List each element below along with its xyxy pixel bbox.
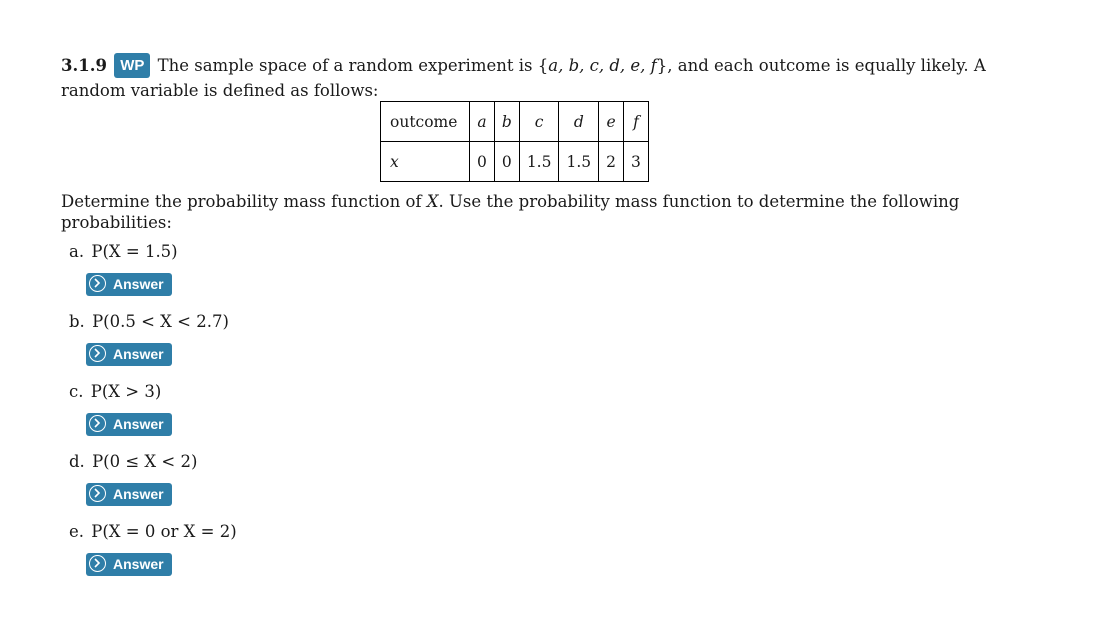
answer-button-b[interactable] bbox=[86, 343, 172, 366]
part-expression: P(0 ≤ X < 2) bbox=[92, 452, 198, 471]
chevron-right-icon bbox=[89, 345, 106, 362]
answer-label: Answer bbox=[113, 486, 164, 502]
chevron-right-icon bbox=[89, 275, 106, 292]
problem-number: 3.1.9 bbox=[61, 56, 107, 75]
value-cell: 0 bbox=[470, 142, 495, 182]
x-header: x bbox=[381, 142, 470, 182]
outcome-header: outcome bbox=[381, 102, 470, 142]
outcome-cell: e bbox=[599, 102, 624, 142]
random-variable-table bbox=[380, 101, 649, 182]
chevron-right-icon bbox=[89, 415, 106, 432]
part-e bbox=[69, 522, 237, 541]
answer-label: Answer bbox=[113, 276, 164, 292]
chevron-right-icon bbox=[89, 485, 106, 502]
sample-space: a, b, c, d, e, f bbox=[548, 56, 657, 75]
part-label: b. bbox=[69, 312, 85, 331]
answer-label: Answer bbox=[113, 416, 164, 432]
answer-button-c[interactable] bbox=[86, 413, 172, 436]
wp-badge: WP bbox=[114, 53, 150, 78]
problem-intro bbox=[61, 54, 1051, 102]
value-cell: 3 bbox=[624, 142, 649, 182]
problem-block bbox=[61, 54, 1051, 572]
part-expression: P(X > 3) bbox=[90, 382, 162, 401]
value-cell: 0 bbox=[494, 142, 519, 182]
answer-button-a[interactable] bbox=[86, 273, 172, 296]
outcome-cell: d bbox=[559, 102, 599, 142]
value-cell: 1.5 bbox=[559, 142, 599, 182]
part-label: a. bbox=[69, 242, 85, 261]
part-a bbox=[69, 242, 178, 261]
outcome-cell: a bbox=[470, 102, 495, 142]
part-expression: P(0.5 < X < 2.7) bbox=[92, 312, 229, 331]
value-cell: 2 bbox=[599, 142, 624, 182]
intro-text-2: }, and each outcome is equally likely. A random variable is defined as follows: bbox=[61, 56, 986, 100]
outcome-cell: b bbox=[494, 102, 519, 142]
instructions-text-1: Determine the probability mass function of bbox=[61, 192, 427, 211]
value-cell: 1.5 bbox=[519, 142, 559, 182]
answer-button-e[interactable] bbox=[86, 553, 172, 576]
chevron-right-icon bbox=[89, 555, 106, 572]
part-label: d. bbox=[69, 452, 85, 471]
outcome-cell: c bbox=[519, 102, 559, 142]
part-label: c. bbox=[69, 382, 84, 401]
intro-text-1: The sample space of a random experiment is { bbox=[157, 56, 549, 75]
part-d bbox=[69, 452, 197, 471]
part-b bbox=[69, 312, 229, 331]
answer-label: Answer bbox=[113, 346, 164, 362]
outcome-row bbox=[381, 102, 649, 142]
answer-label: Answer bbox=[113, 556, 164, 572]
instructions bbox=[61, 191, 961, 233]
instructions-text-2: . Use the probability mass function to determine the following probabilities: bbox=[61, 192, 960, 232]
answer-button-d[interactable] bbox=[86, 483, 172, 506]
instructions-var: X bbox=[426, 192, 439, 211]
value-row bbox=[381, 142, 649, 182]
part-label: e. bbox=[69, 522, 85, 541]
outcome-cell: f bbox=[624, 102, 649, 142]
part-expression: P(X = 0 or X = 2) bbox=[91, 522, 237, 541]
part-expression: P(X = 1.5) bbox=[91, 242, 178, 261]
part-c bbox=[69, 382, 161, 401]
